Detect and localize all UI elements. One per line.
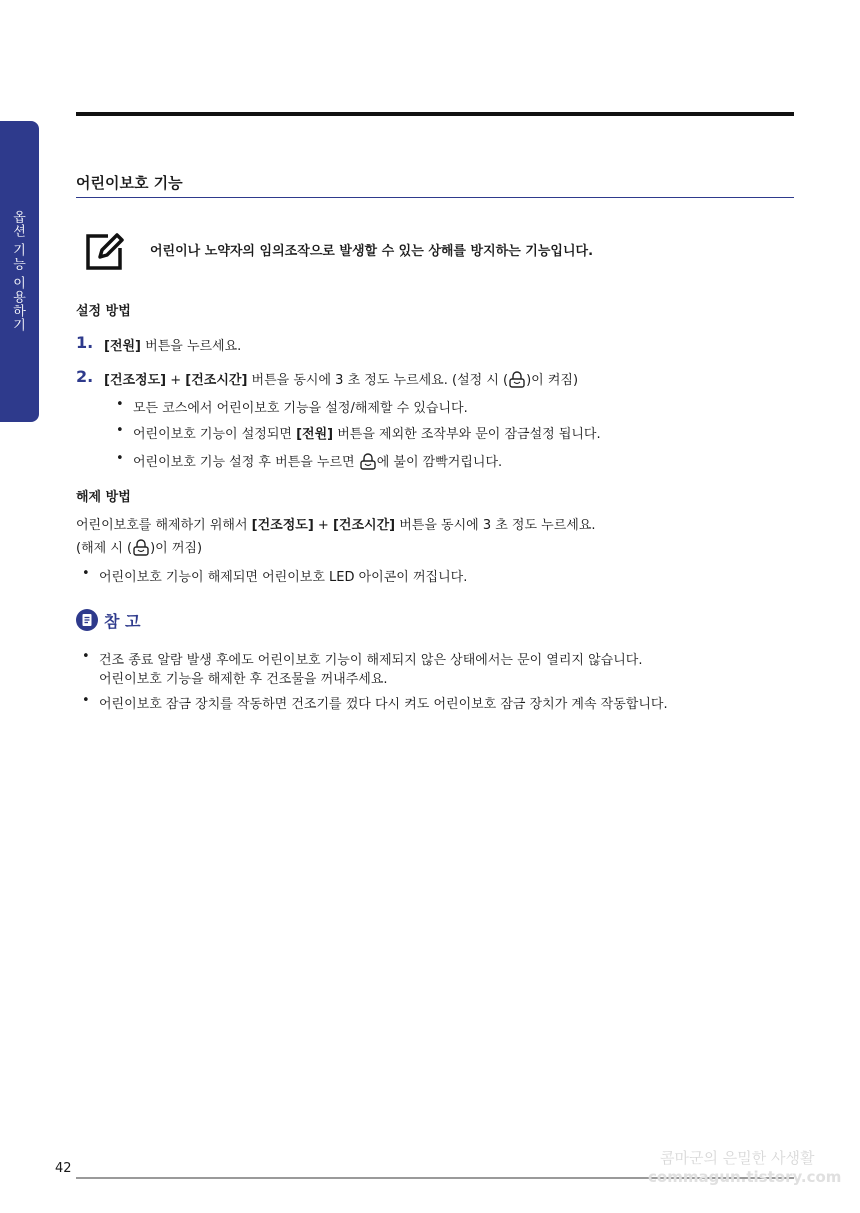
step-1-text xyxy=(104,335,241,354)
watermark-url: commagun.tistory.com xyxy=(648,1168,842,1186)
reference-bullet-1-line-1: 건조 종료 알람 발생 후에도 어린이보호 기능이 해제되지 않은 상태에서는 문이 열리지 않습니다. xyxy=(99,653,643,668)
bullet-dot: • xyxy=(82,693,90,708)
reference-title: 참 고 xyxy=(104,612,141,631)
step-1-body: 버튼을 누르세요. xyxy=(141,339,242,354)
release-line-1 xyxy=(76,514,596,533)
document-note-icon xyxy=(76,609,98,631)
reference-bullet-1-line-2: 어린이보호 기능을 해제한 후 건조물을 꺼내주세요. xyxy=(99,672,388,687)
child-lock-icon xyxy=(509,371,525,388)
setup-bullet-3-pre: 어린이보호 기능 설정 후 버튼을 누르면 xyxy=(133,455,359,470)
plus-sign: + xyxy=(166,373,186,388)
child-lock-icon xyxy=(360,453,376,470)
power-button-label: [전원] xyxy=(296,427,334,442)
intro-text: 어린이나 노약자의 임의조작으로 발생할 수 있는 상해를 방지하는 기능입니다. xyxy=(150,244,594,259)
bullet-dot: • xyxy=(82,566,90,581)
top-rule xyxy=(76,112,794,116)
release-line-1-post: 버튼을 동시에 3 초 정도 누르세요. xyxy=(395,518,596,533)
bullet-dot: • xyxy=(116,397,124,412)
bullet-dot: • xyxy=(116,451,124,466)
section-title: 어린이보호 기능 xyxy=(76,174,183,192)
setup-bullet-3-post: 에 불이 깜빡거립니다. xyxy=(376,455,503,470)
release-line-2 xyxy=(76,537,202,556)
release-line-2-pre: (해제 시 ( xyxy=(76,541,133,556)
dry-level-button-label: [건조정도] xyxy=(104,373,167,388)
setup-bullet-1: 모든 코스에서 어린이보호 기능을 설정/해제할 수 있습니다. xyxy=(133,401,468,416)
setup-bullet-2 xyxy=(133,423,601,442)
step-2-body-a: 버튼을 동시에 3 초 정도 누르세요. (설정 시 ( xyxy=(247,373,509,388)
release-line-1-pre: 어린이보호를 해제하기 위해서 xyxy=(76,518,252,533)
setup-heading: 설정 방법 xyxy=(76,304,131,319)
reference-bullet-2: 어린이보호 잠금 장치를 작동하면 건조기를 껐다 다시 켜도 어린이보호 잠금 장치가 계속 작동합니다. xyxy=(99,697,668,712)
power-button-label: [전원] xyxy=(104,339,141,354)
section-title-rule xyxy=(76,197,794,198)
dry-time-button-label: [건조시간] xyxy=(185,373,248,388)
dry-level-button-label: [건조정도] xyxy=(251,518,314,533)
page-number: 42 xyxy=(55,1161,72,1176)
setup-bullet-2-post: 버튼을 제외한 조작부와 문이 잠금설정 됩니다. xyxy=(333,427,601,442)
step-2-number: 2. xyxy=(76,367,94,386)
release-heading: 해제 방법 xyxy=(76,490,131,505)
step-2-text xyxy=(104,369,578,388)
release-bullet: 어린이보호 기능이 해제되면 어린이보호 LED 아이콘이 꺼집니다. xyxy=(99,570,468,585)
watermark-title: 콤마군의 은밀한 사생활 xyxy=(660,1149,815,1167)
step-2-body-b: )이 켜짐) xyxy=(526,373,579,388)
bullet-dot: • xyxy=(116,423,124,438)
child-lock-icon xyxy=(133,539,149,556)
step-1-number: 1. xyxy=(76,333,94,352)
dry-time-button-label: [건조시간] xyxy=(332,518,396,533)
plus-sign: + xyxy=(313,518,333,533)
setup-bullet-3 xyxy=(133,451,502,470)
setup-bullet-2-pre: 어린이보호 기능이 설정되면 xyxy=(133,427,297,442)
side-chapter-tab-label: 옵션 기능 이용하기 xyxy=(10,210,25,333)
release-line-2-post: )이 꺼짐) xyxy=(150,541,203,556)
bullet-dot: • xyxy=(82,649,90,664)
note-pencil-icon xyxy=(84,230,126,272)
